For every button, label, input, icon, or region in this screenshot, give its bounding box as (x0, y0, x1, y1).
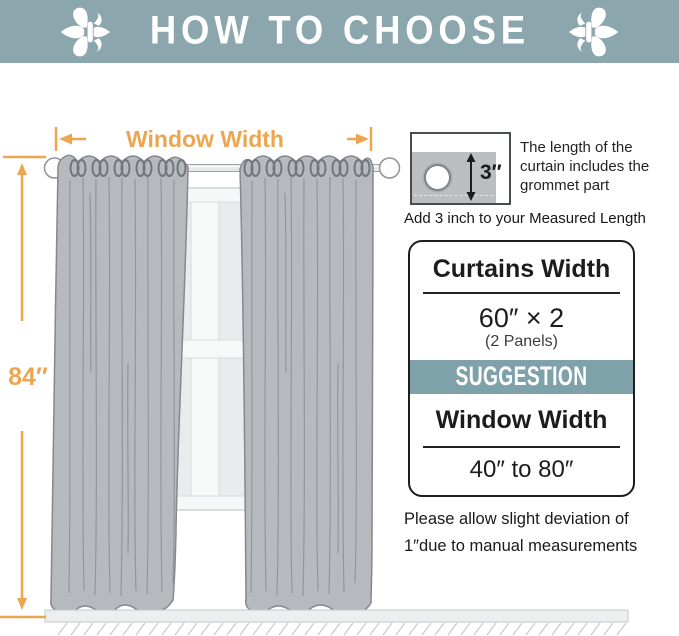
curtain-height-label: 84″ (8, 363, 48, 391)
window-width-label: Window Width (126, 126, 284, 152)
spec-table (408, 240, 635, 497)
grommet-stitch-line (414, 195, 493, 196)
fleur-de-lis-right-icon (563, 6, 625, 58)
floor (45, 610, 628, 635)
curtain-panel-right (240, 156, 373, 613)
rod-finial-right (380, 158, 400, 178)
grommet-size-arrow (464, 153, 478, 201)
grommet-diagram (410, 132, 511, 205)
floor-hatching (58, 623, 626, 635)
fleur-de-lis-left-icon (54, 6, 116, 58)
arrow-up-icon (17, 163, 27, 175)
arrow-left-icon (59, 134, 72, 145)
window-width-value: 40″ to 80″ (469, 456, 574, 483)
deviation-note (404, 506, 674, 560)
arrow-right-icon (356, 134, 369, 145)
curtains-width-header: Curtains Width (432, 255, 611, 283)
add-length-tip: Add 3 inch to your Measured Length (404, 210, 646, 227)
suggestion-badge (410, 360, 633, 394)
curtains-width-subvalue: (2 Panels) (485, 333, 558, 350)
arrow-down-icon (17, 598, 27, 610)
suggestion-badge-label: SUGGESTION (455, 361, 588, 392)
grommet-ring-icon (424, 164, 451, 191)
header-banner (0, 0, 679, 63)
window-width-header: Window Width (435, 406, 608, 434)
deviation-note-line2: 1″due to manual measurements (404, 537, 638, 555)
grommet-description: The length of the curtain includes the grommet part (520, 139, 650, 194)
grommet-size-label: 3″ (480, 161, 502, 184)
page-title: HOW TO CHOOSE (149, 8, 530, 54)
deviation-note-line1: Please allow slight deviation of (404, 510, 629, 528)
curtains-width-value: 60″ × 2 (478, 303, 565, 333)
curtain-panel-left (51, 155, 188, 613)
